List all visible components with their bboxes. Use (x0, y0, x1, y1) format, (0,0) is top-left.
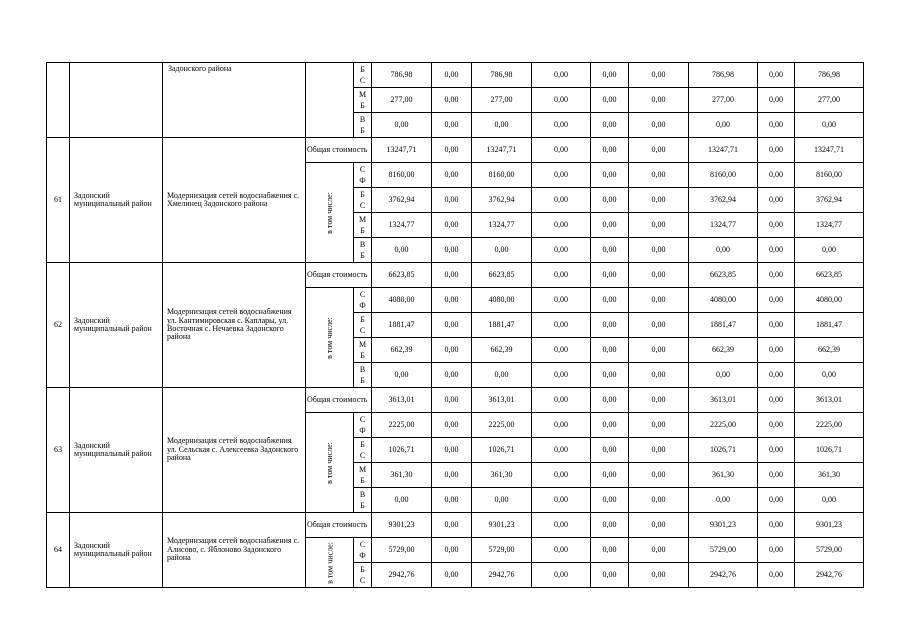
value-cell: 0,00 (629, 138, 689, 163)
table-row (47, 63, 864, 88)
value-cell: 0,00 (532, 338, 591, 363)
value-cell: 4080,00 (795, 288, 864, 313)
value-cell: 0,00 (758, 113, 795, 138)
value-cell: 786,98 (689, 63, 758, 88)
value-cell: 0,00 (591, 288, 629, 313)
value-cell: 0,00 (629, 63, 689, 88)
value-cell: 0,00 (532, 488, 591, 513)
value-cell: 1324,77 (472, 213, 532, 238)
value-cell: 3613,01 (689, 388, 758, 413)
value-cell: 0,00 (591, 513, 629, 538)
value-cell: 662,39 (372, 338, 432, 363)
value-cell: 3613,01 (372, 388, 432, 413)
value-cell: 0,00 (758, 138, 795, 163)
value-cell: 0,00 (532, 188, 591, 213)
object-name: Модернизация сетей водоснабжения с. Алисово, с. Яблоново Задонского района (163, 513, 306, 588)
value-cell: 0,00 (532, 238, 591, 263)
value-cell: 1026,71 (372, 438, 432, 463)
value-cell: 0,00 (432, 88, 472, 113)
value-cell: 0,00 (472, 238, 532, 263)
budget-table (46, 62, 864, 588)
value-cell: 0,00 (591, 88, 629, 113)
value-cell: 0,00 (629, 563, 689, 588)
value-cell: 0,00 (432, 338, 472, 363)
value-cell: 0,00 (532, 413, 591, 438)
value-cell: 0,00 (591, 538, 629, 563)
value-cell: 0,00 (532, 513, 591, 538)
value-cell: 0,00 (532, 88, 591, 113)
object-name: Модернизация сетей водоснабжения ул. Сельская с. Алексеевка Задонского района (163, 388, 306, 513)
table-body (47, 63, 864, 588)
funding-type: С Ф (354, 163, 372, 188)
value-cell: 0,00 (432, 113, 472, 138)
value-cell: 2942,76 (372, 563, 432, 588)
including-label: в том числе: (324, 316, 334, 359)
municipality-name: Задонский муниципальный район (70, 513, 163, 588)
value-cell: 0,00 (432, 438, 472, 463)
value-cell: 0,00 (372, 363, 432, 388)
value-cell: 2225,00 (795, 413, 864, 438)
value-cell: 0,00 (432, 238, 472, 263)
value-cell: 0,00 (689, 488, 758, 513)
value-cell: 9301,23 (472, 513, 532, 538)
value-cell: 0,00 (591, 488, 629, 513)
funding-type: В Б (354, 363, 372, 388)
value-cell: 8160,00 (472, 163, 532, 188)
value-cell: 0,00 (532, 313, 591, 338)
total-cost-label: Общая стоимость (306, 263, 372, 288)
value-cell: 0,00 (758, 238, 795, 263)
value-cell: 4080,00 (689, 288, 758, 313)
value-cell: 0,00 (591, 63, 629, 88)
value-cell: 0,00 (432, 63, 472, 88)
row-number: 62 (47, 263, 70, 388)
value-cell: 0,00 (432, 263, 472, 288)
value-cell: 2225,00 (372, 413, 432, 438)
value-cell: 0,00 (629, 538, 689, 563)
value-cell: 0,00 (532, 163, 591, 188)
value-cell: 0,00 (591, 463, 629, 488)
object-name: Задонского района (163, 63, 306, 138)
value-cell: 0,00 (758, 463, 795, 488)
value-cell: 277,00 (472, 88, 532, 113)
funding-type: М Б (354, 88, 372, 113)
value-cell: 0,00 (629, 238, 689, 263)
total-cost-label: Общая стоимость (306, 513, 372, 538)
value-cell: 9301,23 (372, 513, 432, 538)
value-cell: 662,39 (472, 338, 532, 363)
value-cell: 0,00 (758, 438, 795, 463)
value-cell: 2942,76 (795, 563, 864, 588)
object-name: Модернизация сетей водоснабжения ул. Кантимировская с. Каплары, ул. Восточная с. Нечаевка Задонского района (163, 263, 306, 388)
value-cell: 0,00 (591, 413, 629, 438)
value-cell: 0,00 (472, 113, 532, 138)
value-cell: 8160,00 (689, 163, 758, 188)
value-cell: 0,00 (629, 363, 689, 388)
value-cell: 0,00 (372, 238, 432, 263)
value-cell: 3762,94 (795, 188, 864, 213)
value-cell: 0,00 (591, 563, 629, 588)
value-cell: 3762,94 (689, 188, 758, 213)
value-cell: 0,00 (758, 313, 795, 338)
value-cell: 0,00 (532, 438, 591, 463)
value-cell: 0,00 (758, 263, 795, 288)
value-cell: 0,00 (758, 413, 795, 438)
value-cell: 0,00 (432, 363, 472, 388)
value-cell: 0,00 (591, 338, 629, 363)
value-cell: 0,00 (758, 213, 795, 238)
value-cell: 0,00 (629, 513, 689, 538)
funding-type: С Ф (354, 538, 372, 563)
value-cell: 0,00 (532, 363, 591, 388)
value-cell: 0,00 (591, 213, 629, 238)
value-cell: 0,00 (689, 238, 758, 263)
value-cell: 0,00 (472, 363, 532, 388)
value-cell: 0,00 (758, 388, 795, 413)
value-cell: 0,00 (629, 488, 689, 513)
value-cell: 0,00 (432, 538, 472, 563)
label-cell (306, 63, 354, 138)
including-label: в том числе: (324, 441, 334, 484)
value-cell: 0,00 (629, 113, 689, 138)
value-cell: 0,00 (629, 438, 689, 463)
value-cell: 0,00 (689, 363, 758, 388)
value-cell: 0,00 (432, 563, 472, 588)
value-cell: 0,00 (432, 163, 472, 188)
value-cell: 0,00 (629, 263, 689, 288)
value-cell: 0,00 (472, 488, 532, 513)
value-cell: 1881,47 (472, 313, 532, 338)
value-cell: 9301,23 (689, 513, 758, 538)
value-cell: 4080,00 (372, 288, 432, 313)
value-cell: 0,00 (532, 288, 591, 313)
value-cell: 0,00 (629, 338, 689, 363)
value-cell: 0,00 (758, 288, 795, 313)
total-cost-label: Общая стоимость (306, 388, 372, 413)
value-cell: 361,30 (472, 463, 532, 488)
value-cell: 1026,71 (795, 438, 864, 463)
value-cell: 662,39 (795, 338, 864, 363)
value-cell: 6623,85 (472, 263, 532, 288)
value-cell: 0,00 (432, 413, 472, 438)
value-cell: 13247,71 (795, 138, 864, 163)
value-cell: 361,30 (795, 463, 864, 488)
value-cell: 13247,71 (689, 138, 758, 163)
value-cell: 0,00 (591, 363, 629, 388)
row-number-cell (47, 63, 70, 138)
value-cell: 0,00 (758, 163, 795, 188)
funding-type: В Б (354, 113, 372, 138)
row-number: 64 (47, 513, 70, 588)
value-cell: 0,00 (532, 138, 591, 163)
including-label-cell (306, 538, 354, 588)
municipality-name: Задонский муниципальный район (70, 263, 163, 388)
value-cell: 2942,76 (472, 563, 532, 588)
value-cell: 0,00 (629, 313, 689, 338)
value-cell: 0,00 (795, 238, 864, 263)
value-cell: 786,98 (472, 63, 532, 88)
value-cell: 0,00 (795, 113, 864, 138)
municipality-cell (70, 63, 163, 138)
value-cell: 0,00 (629, 213, 689, 238)
funding-type: Б С (354, 188, 372, 213)
value-cell: 786,98 (372, 63, 432, 88)
funding-type: С Ф (354, 413, 372, 438)
value-cell: 1324,77 (689, 213, 758, 238)
including-label-cell (306, 288, 354, 388)
value-cell: 0,00 (532, 388, 591, 413)
funding-type: В Б (354, 238, 372, 263)
value-cell: 5729,00 (472, 538, 532, 563)
value-cell: 0,00 (689, 113, 758, 138)
value-cell: 1324,77 (372, 213, 432, 238)
row-number: 63 (47, 388, 70, 513)
value-cell: 0,00 (432, 488, 472, 513)
funding-type: В Б (354, 488, 372, 513)
including-label: в том числе: (324, 191, 334, 234)
value-cell: 2942,76 (689, 563, 758, 588)
including-label-cell (306, 413, 354, 513)
value-cell: 8160,00 (372, 163, 432, 188)
value-cell: 0,00 (758, 563, 795, 588)
value-cell: 361,30 (689, 463, 758, 488)
table-row (47, 513, 864, 538)
object-name: Модернизация сетей водоснабжения с. Хмелинец Задонского района (163, 138, 306, 263)
including-label: в том числе: (325, 541, 334, 584)
value-cell: 0,00 (795, 363, 864, 388)
table-row (47, 388, 864, 413)
value-cell: 3762,94 (372, 188, 432, 213)
value-cell: 3762,94 (472, 188, 532, 213)
value-cell: 0,00 (591, 238, 629, 263)
value-cell: 0,00 (629, 88, 689, 113)
value-cell: 6623,85 (795, 263, 864, 288)
value-cell: 0,00 (591, 113, 629, 138)
value-cell: 0,00 (758, 338, 795, 363)
value-cell: 0,00 (758, 188, 795, 213)
value-cell: 1881,47 (372, 313, 432, 338)
value-cell: 0,00 (532, 113, 591, 138)
value-cell: 5729,00 (372, 538, 432, 563)
value-cell: 0,00 (532, 213, 591, 238)
value-cell: 0,00 (532, 263, 591, 288)
value-cell: 0,00 (432, 388, 472, 413)
value-cell: 5729,00 (689, 538, 758, 563)
value-cell: 277,00 (372, 88, 432, 113)
municipality-name: Задонский муниципальный район (70, 388, 163, 513)
value-cell: 0,00 (532, 538, 591, 563)
value-cell: 3613,01 (795, 388, 864, 413)
value-cell: 361,30 (372, 463, 432, 488)
value-cell: 0,00 (432, 138, 472, 163)
value-cell: 0,00 (758, 513, 795, 538)
value-cell: 0,00 (432, 188, 472, 213)
value-cell: 0,00 (591, 263, 629, 288)
value-cell: 0,00 (432, 463, 472, 488)
value-cell: 8160,00 (795, 163, 864, 188)
value-cell: 0,00 (591, 438, 629, 463)
value-cell: 3613,01 (472, 388, 532, 413)
value-cell: 0,00 (795, 488, 864, 513)
funding-type: Б С (354, 63, 372, 88)
value-cell: 4080,00 (472, 288, 532, 313)
funding-type: С Ф (354, 288, 372, 313)
value-cell: 662,39 (689, 338, 758, 363)
value-cell: 0,00 (591, 138, 629, 163)
value-cell: 6623,85 (372, 263, 432, 288)
value-cell: 6623,85 (689, 263, 758, 288)
value-cell: 0,00 (532, 463, 591, 488)
table-row (47, 138, 864, 163)
funding-type: Б С (354, 313, 372, 338)
value-cell: 2225,00 (689, 413, 758, 438)
value-cell: 0,00 (591, 313, 629, 338)
value-cell: 2225,00 (472, 413, 532, 438)
funding-type: Б С (354, 438, 372, 463)
including-label-cell (306, 163, 354, 263)
value-cell: 0,00 (532, 63, 591, 88)
value-cell: 13247,71 (372, 138, 432, 163)
value-cell: 0,00 (758, 538, 795, 563)
value-cell: 5729,00 (795, 538, 864, 563)
value-cell: 9301,23 (795, 513, 864, 538)
funding-type: М Б (354, 463, 372, 488)
value-cell: 0,00 (629, 463, 689, 488)
value-cell: 13247,71 (472, 138, 532, 163)
value-cell: 1026,71 (472, 438, 532, 463)
value-cell: 0,00 (591, 388, 629, 413)
funding-type: М Б (354, 338, 372, 363)
value-cell: 1324,77 (795, 213, 864, 238)
value-cell: 0,00 (629, 163, 689, 188)
value-cell: 0,00 (758, 88, 795, 113)
funding-type: М Б (354, 213, 372, 238)
value-cell: 0,00 (532, 563, 591, 588)
value-cell: 0,00 (591, 188, 629, 213)
value-cell: 0,00 (629, 413, 689, 438)
value-cell: 0,00 (432, 513, 472, 538)
value-cell: 277,00 (689, 88, 758, 113)
value-cell: 0,00 (758, 488, 795, 513)
value-cell: 0,00 (372, 113, 432, 138)
value-cell: 0,00 (758, 63, 795, 88)
value-cell: 0,00 (432, 213, 472, 238)
municipality-name: Задонский муниципальный район (70, 138, 163, 263)
funding-type: Б С (354, 563, 372, 588)
value-cell: 0,00 (591, 163, 629, 188)
row-number: 61 (47, 138, 70, 263)
value-cell: 1881,47 (795, 313, 864, 338)
table-row (47, 263, 864, 288)
value-cell: 1881,47 (689, 313, 758, 338)
value-cell: 0,00 (432, 288, 472, 313)
value-cell: 0,00 (372, 488, 432, 513)
value-cell: 0,00 (629, 288, 689, 313)
value-cell: 0,00 (629, 388, 689, 413)
value-cell: 1026,71 (689, 438, 758, 463)
value-cell: 0,00 (432, 313, 472, 338)
total-cost-label: Общая стоимость (306, 138, 372, 163)
value-cell: 277,00 (795, 88, 864, 113)
value-cell: 786,98 (795, 63, 864, 88)
value-cell: 0,00 (758, 363, 795, 388)
value-cell: 0,00 (629, 188, 689, 213)
